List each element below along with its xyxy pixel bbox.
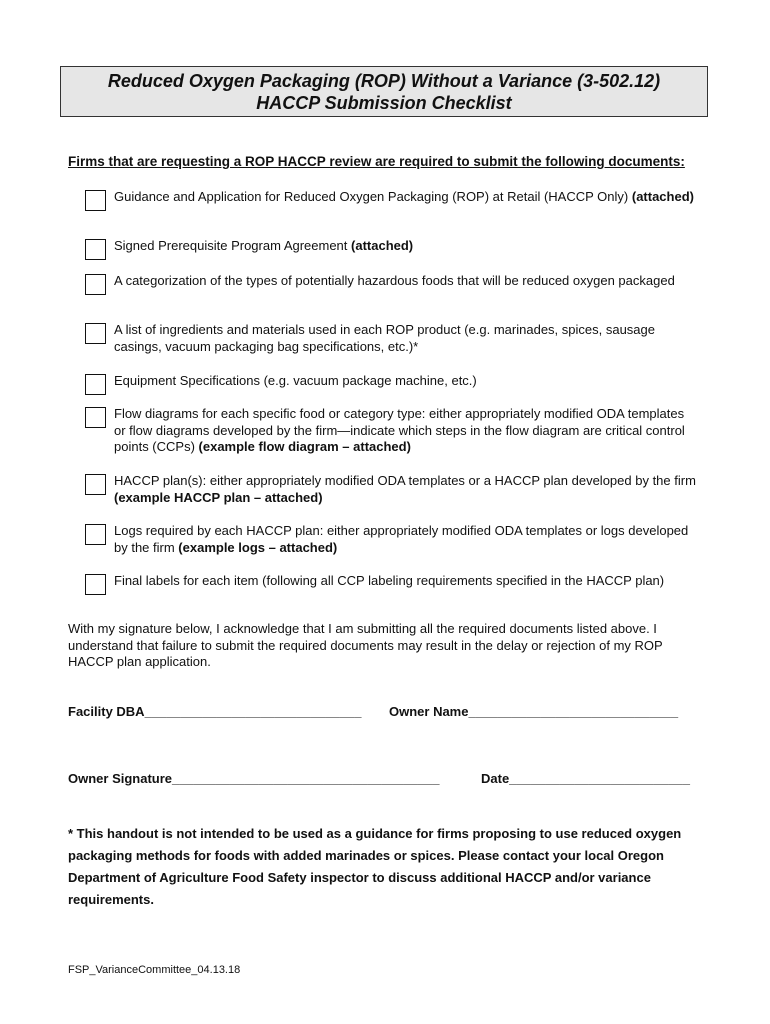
- item-note: (example HACCP plan – attached): [114, 489, 323, 505]
- item-note: (attached): [631, 189, 694, 204]
- checkbox[interactable]: [85, 274, 106, 295]
- item-text: A categorization of the types of potentially hazardous foods that will be reduced oxygen packaged: [114, 273, 675, 288]
- item-text: Logs required by each HACCP plan: either appropriately modified ODA templates or logs developed by the firm: [114, 523, 689, 555]
- item-note: (attached): [351, 238, 414, 253]
- checkbox[interactable]: [85, 374, 106, 395]
- item-text: HACCP plan(s): either appropriately modified ODA templates or a HACCP plan developed by the firm: [114, 473, 696, 488]
- checkbox[interactable]: [85, 407, 106, 428]
- item-text: Signed Prerequisite Program Agreement: [114, 238, 352, 253]
- title-line-2: HACCP Submission Checklist: [256, 93, 512, 113]
- item-text: Guidance and Application for Reduced Oxygen Packaging (ROP) at Retail (HACCP Only): [114, 189, 632, 204]
- owner-name-field[interactable]: Owner Name_____________________________: [389, 704, 679, 719]
- item-text: A list of ingredients and materials used in each ROP product (e.g. marinades, spices, sausage casings, vacuum packaging bag specifications, etc.)*: [114, 322, 655, 354]
- intro-text: Firms that are requesting a ROP HACCP review are required to submit the following documents:: [68, 154, 685, 169]
- document-id: FSP_VarianceCommittee_04.13.18: [68, 964, 241, 976]
- title-line-1: Reduced Oxygen Packaging (ROP) Without a Variance (3-502.12): [107, 71, 661, 91]
- checkbox[interactable]: [85, 574, 106, 595]
- item-note: (example logs – attached): [178, 539, 338, 555]
- item-note: (example flow diagram – attached): [198, 439, 411, 454]
- acknowledgement-text: With my signature below, I acknowledge that I am submitting all the required documents listed above. I understand that failure to submit the required documents may result in the delay or rejection of my ROP HACCP plan application.: [68, 621, 663, 669]
- facility-dba-field[interactable]: Facility DBA______________________________: [68, 704, 362, 719]
- checkbox[interactable]: [85, 474, 106, 495]
- item-text: Equipment Specifications (e.g. vacuum package machine, etc.): [114, 373, 477, 388]
- footnote: * This handout is not intended to be used as a guidance for firms proposing to use reduced oxygen packaging methods for foods with added marinades or spices. Please contact your local Oregon Department of Agriculture Food Safety inspector to discuss additional HACCP and/or variance requirements.: [68, 826, 682, 907]
- checkbox[interactable]: [85, 323, 106, 344]
- checkbox[interactable]: [85, 524, 106, 545]
- owner-signature-field[interactable]: Owner Signature_____________________________________: [68, 771, 440, 786]
- item-text: Final labels for each item (following all CCP labeling requirements specified in the HACCP plan): [114, 573, 665, 588]
- checkbox[interactable]: [85, 239, 106, 260]
- document-title: [60, 66, 708, 117]
- checkbox[interactable]: [85, 190, 106, 211]
- date-field[interactable]: Date_________________________: [481, 771, 690, 786]
- item-text: Flow diagrams for each specific food or category type: either appropriately modified ODA templates or flow diagrams developed by the firm—indicate which steps in the flow diagram are critical control points (CCPs): [114, 406, 685, 454]
